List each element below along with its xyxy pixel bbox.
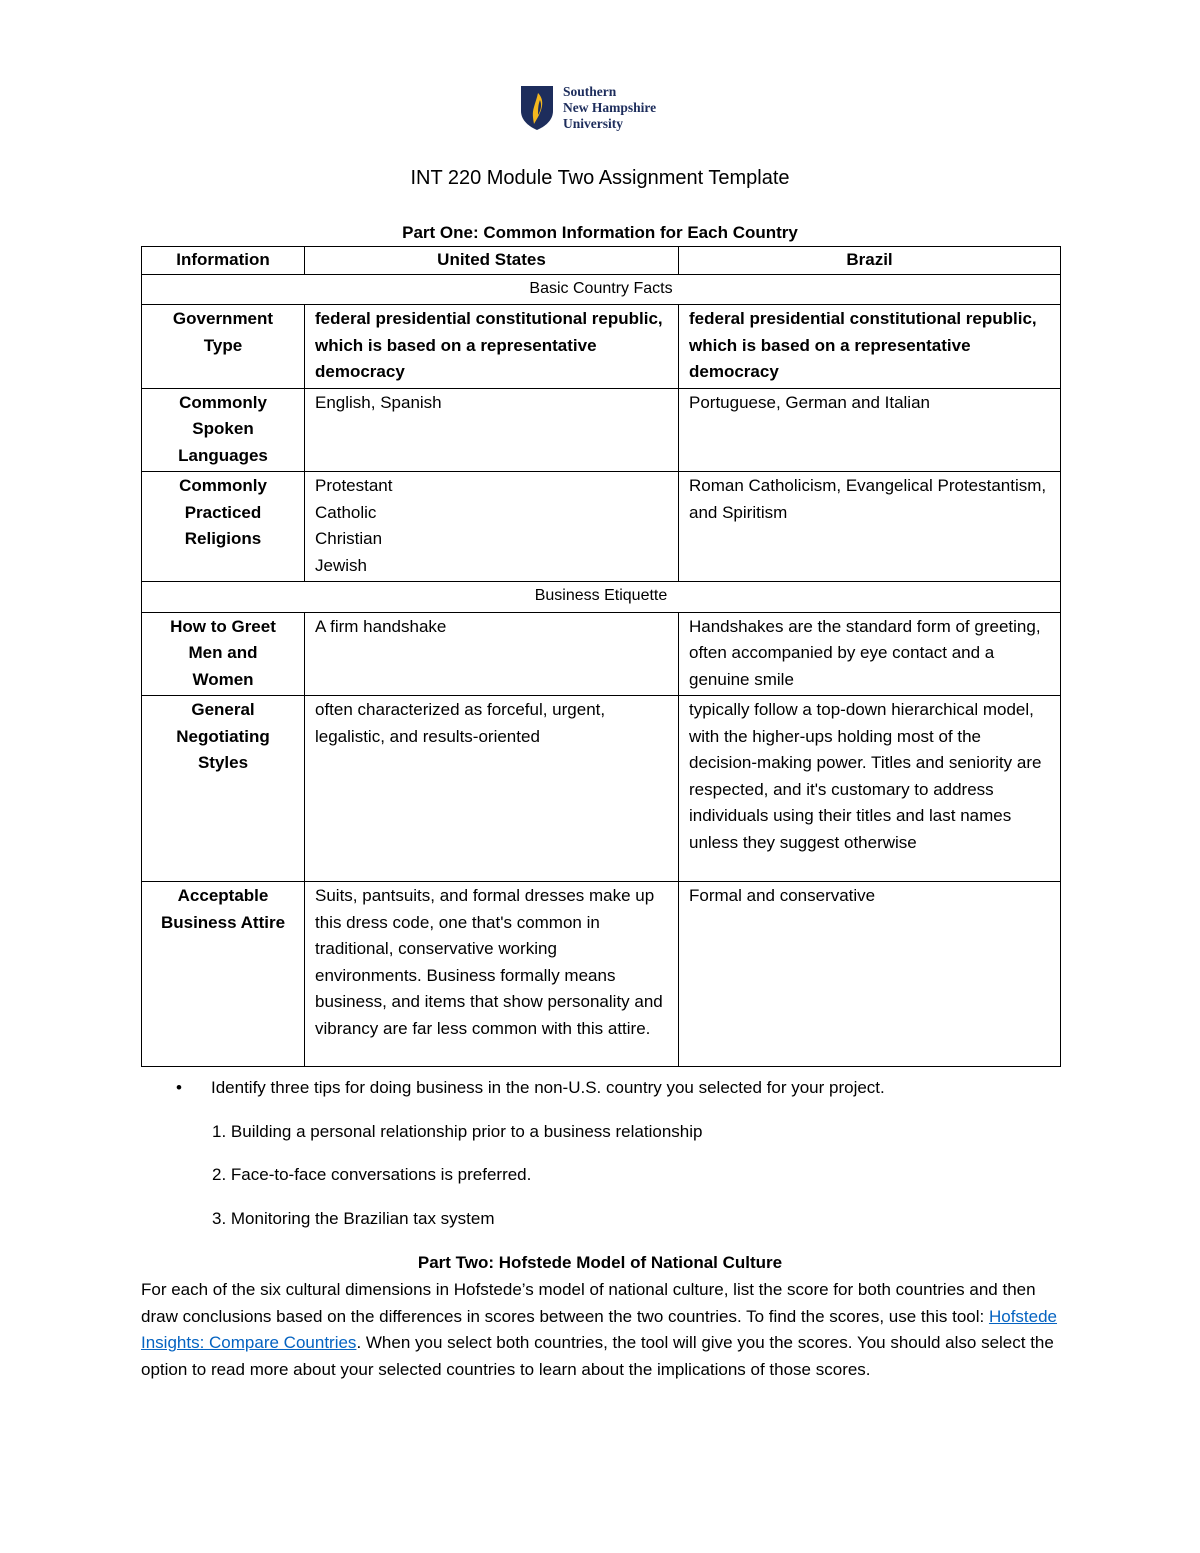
part-one-heading: Part One: Common Information for Each Country <box>402 223 798 242</box>
section-business-etiquette: Business Etiquette <box>142 582 1061 613</box>
table-row <box>142 612 1061 696</box>
paragraph-text-after-link: . When you select both countries, the tool will give you the scores. You should also select the option to read more about your selected countries to learn about the implications of those scores. <box>141 1333 1054 1379</box>
logo-wordmark <box>563 84 656 132</box>
row-label-religions: Commonly Practiced Religions <box>142 472 305 582</box>
logo-line-1: Southern <box>563 84 617 99</box>
us-religions <box>305 472 679 582</box>
brazil-government-type: federal presidential constitutional republic, which is based on a representative democracy <box>679 305 1061 389</box>
document-title: INT 220 Module Two Assignment Template <box>410 167 790 189</box>
brazil-religions: Roman Catholicism, Evangelical Protestantism, and Spiritism <box>679 472 1061 582</box>
table-row <box>142 305 1061 389</box>
paragraph-text-before-link: For each of the six cultural dimensions in Hofstede’s model of national culture, list the score for both countries and then draw conclusions based on the differences in scores between the two countries. To find the scores, use this tool: <box>141 1280 1036 1326</box>
tip-item-2: 2. Face-to-face conversations is preferred. <box>212 1165 532 1184</box>
logo-line-3: University <box>563 116 623 131</box>
bullet-marker: • <box>176 1078 182 1097</box>
us-languages: English, Spanish <box>305 388 679 472</box>
table-row <box>142 696 1061 882</box>
us-attire: Suits, pantsuits, and formal dresses make up this dress code, one that's common in traditional, conservative working environments. Business formally means business, and items that show personality and vibrancy are far less common with this attire. <box>305 882 679 1067</box>
us-negotiating: often characterized as forceful, urgent, legalistic, and results-oriented <box>305 696 679 882</box>
row-label-government-type: Government Type <box>142 305 305 389</box>
row-label-greeting: How to Greet Men and Women <box>142 612 305 696</box>
section-row-basic <box>142 274 1061 305</box>
header-united-states: United States <box>305 247 679 275</box>
university-logo <box>520 83 700 133</box>
header-information: Information <box>142 247 305 275</box>
brazil-greeting: Handshakes are the standard form of greeting, often accompanied by eye contact and a genuine smile <box>679 612 1061 696</box>
us-religion-item: Protestant <box>315 476 393 495</box>
logo-line-2: New Hampshire <box>563 100 657 115</box>
us-religion-item: Jewish <box>315 555 367 575</box>
header-brazil: Brazil <box>679 247 1061 275</box>
table-header-row <box>142 247 1061 275</box>
brazil-negotiating: typically follow a top-down hierarchical model, with the higher-ups holding most of the decision-making power. Titles and seniority are respected, and it's customary to address individuals using their titles and last names unless they suggest otherwise <box>679 696 1061 882</box>
table-row <box>142 882 1061 1067</box>
row-label-attire: Acceptable Business Attire <box>142 882 305 1067</box>
table-row <box>142 388 1061 472</box>
section-row-business <box>142 582 1061 613</box>
hofstede-compare-link[interactable]: Hofstede Insights: Compare Countries <box>141 1306 1058 1352</box>
tips-prompt: Identify three tips for doing business in the non-U.S. country you selected for your project. <box>211 1078 885 1097</box>
brazil-languages: Portuguese, German and Italian <box>679 388 1061 472</box>
us-government-type: federal presidential constitutional republic, which is based on a representative democracy <box>305 305 679 389</box>
shield-flame-icon <box>520 85 554 131</box>
row-label-languages: Commonly Spoken Languages <box>142 388 305 472</box>
table-row <box>142 472 1061 582</box>
us-religion-item: Catholic <box>315 502 377 522</box>
tip-item-1: 1. Building a personal relationship prior to a business relationship <box>212 1122 703 1141</box>
us-greeting: A firm handshake <box>305 612 679 696</box>
country-info-table <box>141 246 1061 1067</box>
part-two-paragraph <box>141 1277 1061 1383</box>
us-religion-item: Christian <box>315 529 383 548</box>
part-two-heading: Part Two: Hofstede Model of National Culture <box>417 1253 783 1272</box>
tip-item-3: 3. Monitoring the Brazilian tax system <box>212 1209 495 1228</box>
section-basic-country-facts: Basic Country Facts <box>142 274 1061 305</box>
brazil-attire: Formal and conservative <box>679 882 1061 1067</box>
row-label-negotiating: General Negotiating Styles <box>142 696 305 882</box>
